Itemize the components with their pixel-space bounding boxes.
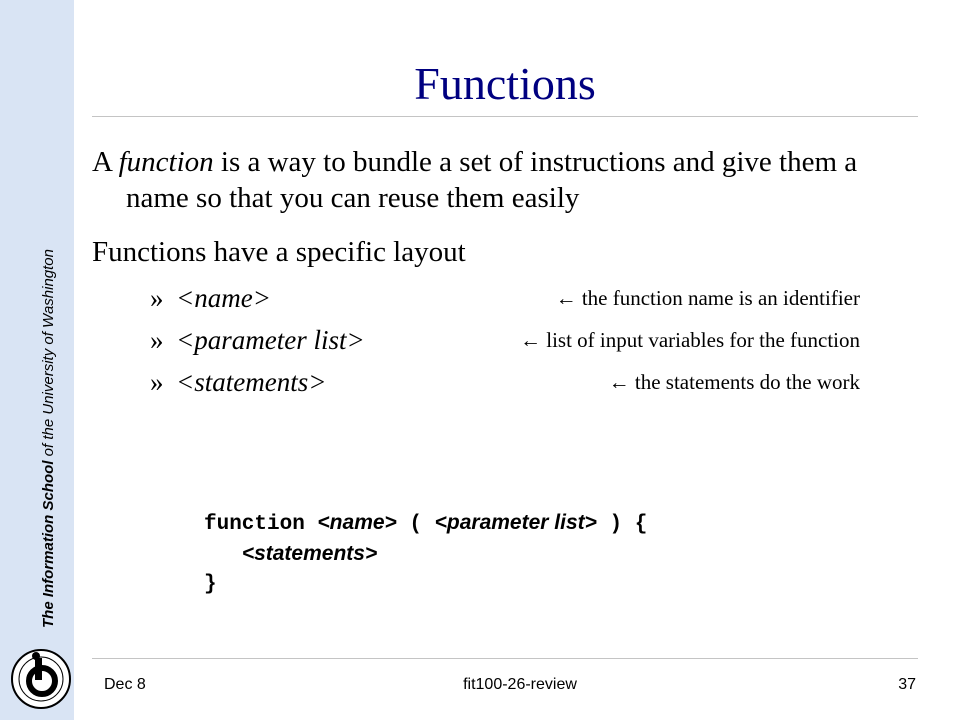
code-statements-placeholder: <statements> — [241, 542, 378, 565]
code-indent — [204, 544, 242, 567]
sub-bullet-term: <statements> — [176, 367, 327, 397]
sub-bullet-note: ← the function name is an identifier — [555, 286, 860, 310]
footer-date: Dec 8 — [104, 676, 146, 693]
bullet-function-definition — [92, 144, 912, 216]
title-divider — [92, 116, 918, 117]
code-open-paren: ( — [396, 513, 435, 536]
bullet-layout: Functions have a specific layout — [92, 236, 466, 268]
information-school-logo-icon — [10, 648, 72, 710]
code-close: ) { — [596, 513, 648, 536]
bullet1-prefix: A — [92, 146, 119, 178]
sub-bullet-term: <parameter list> — [176, 325, 365, 355]
sub-bullet-marker: » — [150, 283, 164, 313]
footer-divider — [92, 658, 918, 659]
bullet1-rest: is a way to bundle a set of instructions and give them a name so that you can reuse them easily — [126, 146, 858, 214]
page-number: 37 — [898, 676, 916, 693]
sub-bullet-note: ← list of input variables for the function — [519, 328, 860, 352]
code-params-placeholder: <parameter list> — [434, 511, 597, 534]
code-end: } — [204, 573, 217, 596]
code-keyword: function — [204, 513, 318, 536]
sidebar — [0, 0, 74, 720]
sub-bullet-note: ← the statements do the work — [608, 370, 860, 394]
sub-bullet-marker: » — [150, 325, 164, 355]
slide-title: Functions — [414, 58, 596, 109]
sub-bullet-marker: » — [150, 367, 164, 397]
code-name-placeholder: <name> — [317, 511, 397, 534]
university-name: of the University of Washington — [40, 249, 57, 461]
footer-title: fit100-26-review — [463, 676, 577, 693]
code-example — [204, 508, 647, 599]
sub-bullet-name — [150, 278, 860, 318]
sub-bullet-parameter-list — [150, 320, 860, 360]
sub-bullet-statements — [150, 362, 860, 402]
sub-bullet-term: <name> — [176, 283, 271, 313]
bullet1-emphasis: function — [118, 146, 214, 178]
sidebar-vertical-text — [40, 249, 57, 628]
school-name: The Information School — [40, 460, 57, 628]
